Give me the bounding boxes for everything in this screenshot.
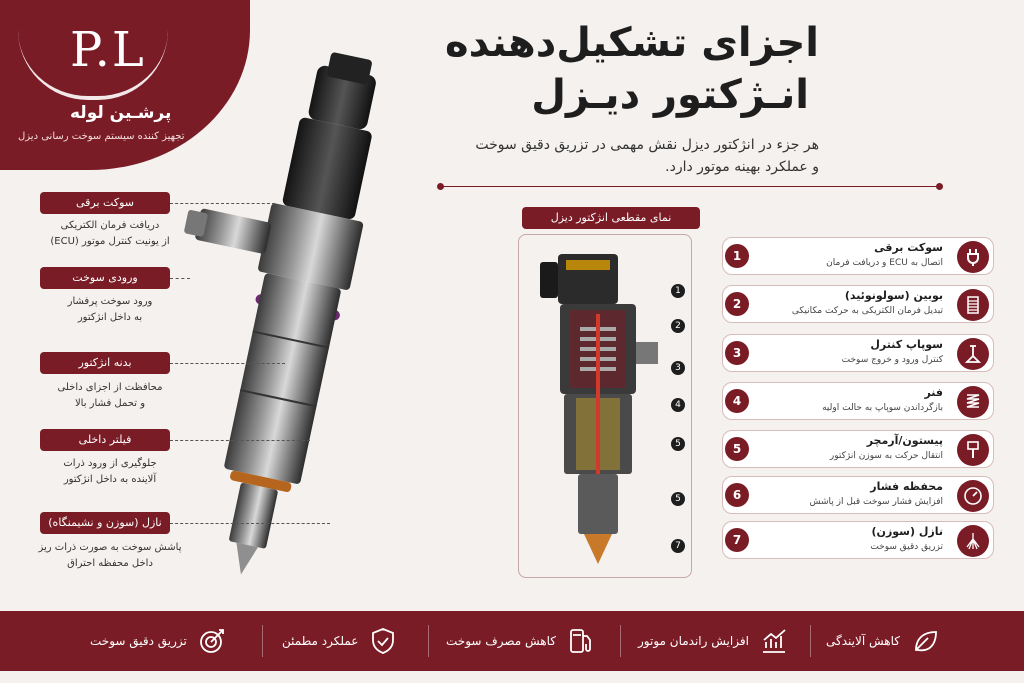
part-name: بوبین (سولونوئید) <box>844 289 943 302</box>
part-desc: کنترل ورود و خروج سوخت <box>841 355 943 365</box>
part-number: 3 <box>725 341 749 365</box>
page-title-line1: اجزای تشکیل‌دهنده <box>444 20 819 66</box>
footer-separator <box>620 625 621 657</box>
footer-separator <box>262 625 263 657</box>
bottom-strip <box>0 671 1024 683</box>
feature-fuel <box>446 611 596 671</box>
subtitle-line2: و عملکرد بهینه موتور دارد. <box>665 159 819 175</box>
feature-label: کاهش مصرف سوخت <box>446 634 556 648</box>
title-divider <box>440 186 940 187</box>
valve-icon <box>957 338 989 370</box>
label-filter-desc-line1: جلوگیری از ورود ذرات <box>63 458 157 469</box>
label-nozzle-desc <box>30 540 190 572</box>
shield-check-icon <box>368 626 398 656</box>
coil-icon <box>957 289 989 321</box>
subtitle-line1: هر جزء در انژکتور دیزل نقش مهمی در تزریق دقیق سوخت <box>475 137 819 153</box>
part-item-coil <box>722 285 994 323</box>
footer-separator <box>810 625 811 657</box>
label-filter-desc-line2: آلاینده به داخل انژکتور <box>63 474 157 485</box>
features-bar <box>0 611 1024 671</box>
feature-label: افزایش راندمان موتور <box>638 634 749 648</box>
part-item-valve <box>722 334 994 372</box>
leader-line-fuel-inlet <box>170 278 190 279</box>
part-item-nozzle <box>722 521 994 559</box>
footer-separator <box>428 625 429 657</box>
label-fuel-inlet-desc-line1: ورود سوخت پرفشار <box>67 296 153 307</box>
page-title-line2: انـژکتور دیـزل <box>531 72 809 118</box>
part-number: 1 <box>725 244 749 268</box>
label-body-desc <box>30 380 190 412</box>
leader-line-nozzle <box>170 523 330 524</box>
feature-efficiency <box>638 611 789 671</box>
part-name: محفظه فشار <box>870 480 943 493</box>
section-marker-5a: 5 <box>671 437 685 451</box>
part-name: نازل (سوزن) <box>871 525 943 538</box>
section-marker-1: 1 <box>671 284 685 298</box>
brand-name: پرشـین لوله <box>70 103 172 123</box>
feature-reliable <box>282 611 398 671</box>
cross-section-diagram <box>518 234 692 578</box>
part-desc: افزایش فشار سوخت قبل از پاشش <box>809 497 943 507</box>
label-filter: فیلتر داخلی <box>40 429 170 451</box>
piston-icon <box>957 434 989 466</box>
section-title: نمای مقطعی انژکتور دیزل <box>522 207 700 229</box>
feature-label: تزریق دقیق سوخت <box>90 634 187 648</box>
spray-icon <box>957 525 989 557</box>
label-nozzle-desc-line1: پاشش سوخت به صورت ذرات ریز <box>38 542 182 553</box>
section-marker-5b: 5 <box>671 492 685 506</box>
part-item-socket <box>722 237 994 275</box>
section-marker-4: 4 <box>671 398 685 412</box>
brand-tagline: تجهیز کننده سیستم سوخت رسانی دیزل <box>18 131 185 142</box>
part-number: 5 <box>725 437 749 461</box>
section-marker-7: 7 <box>671 539 685 553</box>
label-socket-desc-line2: از یونیت کنترل موتور (ECU) <box>50 236 170 247</box>
label-nozzle: نازل (سوزن و نشیمنگاه) <box>40 512 170 534</box>
part-name: پیستون/آرمچر <box>866 434 943 447</box>
leader-line-filter <box>170 440 310 441</box>
fuel-pump-icon <box>566 626 596 656</box>
part-number: 7 <box>725 528 749 552</box>
part-desc: بازگرداندن سوپاپ به حالت اولیه <box>822 403 943 413</box>
label-fuel-inlet-desc-line2: به داخل انژکتور <box>77 312 143 323</box>
part-number: 6 <box>725 483 749 507</box>
feature-label: کاهش آلایندگی <box>826 634 900 648</box>
label-body-desc-line2: و تحمل فشار بالا <box>74 398 146 409</box>
leader-line-body <box>170 363 285 364</box>
part-name: فنر <box>924 386 943 399</box>
label-socket-desc-line1: دریافت فرمان الکتریکی <box>60 220 160 231</box>
part-desc: تبدیل فرمان الکتریکی به حرکت مکانیکی <box>791 306 943 316</box>
plug-icon <box>957 241 989 273</box>
part-item-pressure <box>722 476 994 514</box>
label-body: بدنه انژکتور <box>40 352 170 374</box>
part-item-piston <box>722 430 994 468</box>
label-filter-desc <box>30 456 190 488</box>
spring-icon <box>957 386 989 418</box>
part-desc: انتقال حرکت به سوزن انژکتور <box>829 451 943 461</box>
label-socket: سوکت برقی <box>40 192 170 214</box>
leader-line-socket <box>170 203 275 204</box>
label-socket-desc <box>30 218 190 250</box>
injector-illustration <box>160 40 430 600</box>
section-marker-3: 3 <box>671 361 685 375</box>
label-fuel-inlet-desc <box>30 294 190 326</box>
page-subtitle <box>399 134 819 178</box>
section-marker-2: 2 <box>671 319 685 333</box>
gauge-icon <box>957 480 989 512</box>
label-fuel-inlet: ورودی سوخت <box>40 267 170 289</box>
part-item-spring <box>722 382 994 420</box>
part-name: سوپاپ کنترل <box>870 338 943 351</box>
part-desc: تزریق دقیق سوخت <box>870 542 943 552</box>
chart-up-icon <box>759 626 789 656</box>
part-name: سوکت برقی <box>874 241 943 254</box>
feature-label: عملکرد مطمئن <box>282 634 359 648</box>
leaf-icon <box>910 626 940 656</box>
logo-letters: P.L <box>70 22 146 78</box>
feature-precise <box>90 611 227 671</box>
part-desc: اتصال به ECU و دریافت فرمان <box>826 258 943 268</box>
feature-emissions <box>826 611 940 671</box>
part-number: 4 <box>725 389 749 413</box>
target-icon <box>197 626 227 656</box>
label-nozzle-desc-line2: داخل محفظه احتراق <box>67 558 153 569</box>
label-body-desc-line1: محافظت از اجزای داخلی <box>57 382 163 393</box>
part-number: 2 <box>725 292 749 316</box>
